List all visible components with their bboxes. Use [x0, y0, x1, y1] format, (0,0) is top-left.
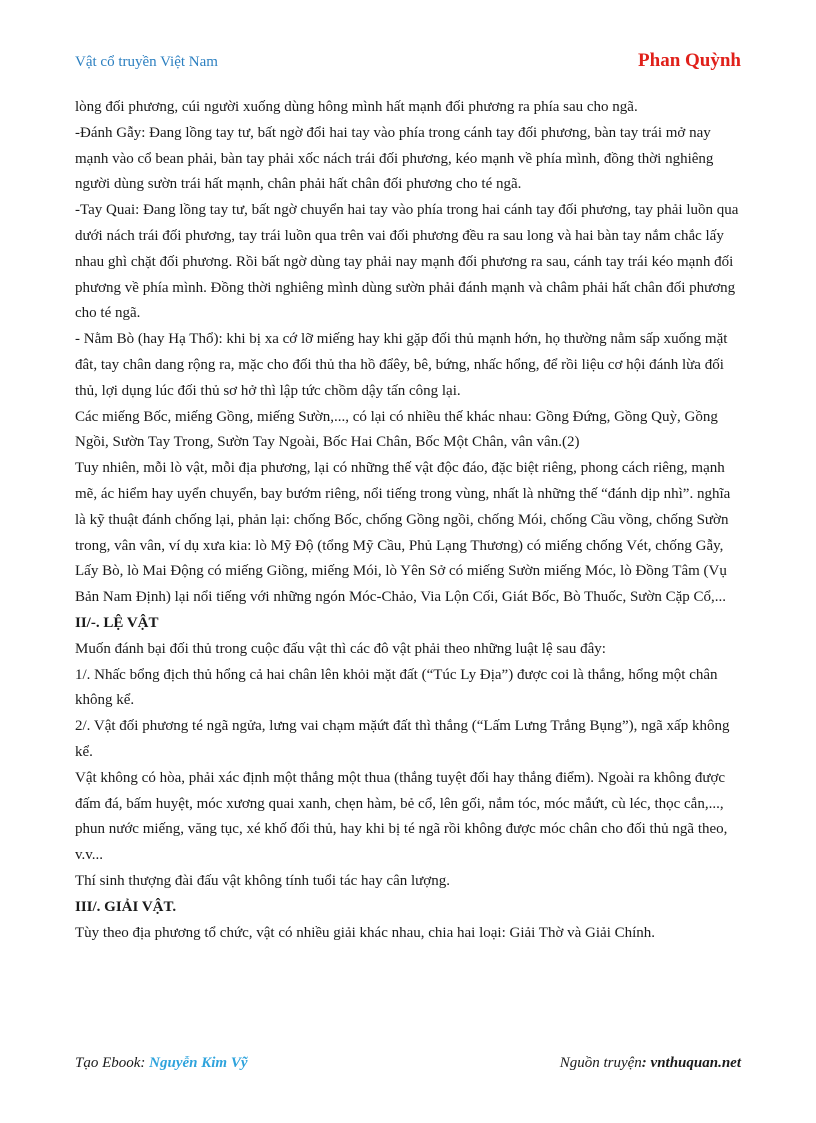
ebook-credit: [75, 1055, 248, 1072]
source-site-name: vnthuquan.net: [650, 1055, 741, 1071]
page-header: [75, 50, 741, 74]
body-paragraph: 2/. Vật đối phương té ngã ngửa, lưng vai chạm mặứt đất thì thắng (“Lấm Lưng Trắng Bụng”), ngã xấp không kể.: [75, 718, 730, 760]
source-credit-label: Nguồn truyện: [559, 1055, 642, 1071]
body-paragraph: Tùy theo địa phương tổ chức, vật có nhiều giải khác nhau, chia hai loại: Giải Thờ và Giải Chính.: [75, 924, 656, 941]
body-paragraph: Muốn đánh bại đối thủ trong cuộc đấu vật thì các đô vật phải theo những luật lệ sau đây:: [75, 640, 606, 657]
ebook-creator-name: Nguyễn Kim Vỹ: [149, 1055, 248, 1071]
body-paragraph: -Tay Quai: Đang lồng tay tư, bất ngờ chuyển hai tay vào phía trong hai cánh tay đối phương, tay phải luồn qua dưới nách trái đối phương, tay trái luồn qua trên vai đối phương đều ra sau long và hai bàn tay nắm chắc lấy nhau ghì chặt đối phương. Rồi bất ngờ dùng tay phải nay mạnh đối phương ra sau, cánh tay trái kéo mạnh đối phương về phía mình. Đồng thời nghiêng mình dùng sườn phải đánh mạnh và châm phải hất chân đối phương cho té ngã.: [75, 202, 739, 322]
section-heading: III/. GIẢI VẬT.: [75, 898, 177, 915]
body-paragraph: Vật không có hòa, phải xác định một thắng một thua (thắng tuyệt đối hay thắng điểm). Ngoài ra không được đấm đá, bấm huyệt, móc xương quai xanh, chẹn hàm, bẻ cổ, lên gối, nắm tóc, móc mắứt, cù léc, thọc cắn,..., phun nước miếng, văng tục, xé khố đối thủ, hay khi bị té ngã rồi không được móc chân cho đối thủ ngã theo, v.v...: [75, 769, 728, 864]
ebook-credit-separator: :: [140, 1055, 150, 1071]
page-body: [75, 95, 743, 946]
body-paragraph: Thí sinh thượng đài đấu vật không tính tuổi tác hay cân lượng.: [75, 872, 450, 889]
page-footer: [75, 1055, 741, 1077]
body-paragraph: -Đánh Gẫy: Đang lồng tay tư, bất ngờ đổi hai tay vào phía trong cánh tay đối phương, bàn tay trái mở nay mạnh vào cổ bean phải, bàn tay phải xốc nách trái đối phương, kéo mạnh về phía mình, đồng thời nghiêng người dùng sườn trái hất mạnh, chân phải hất chân đối phương cho té ngã.: [75, 124, 714, 193]
author-name: Phan Quỳnh: [638, 50, 741, 71]
ebook-credit-label: Tạo Ebook: [75, 1055, 141, 1071]
body-paragraph: Tuy nhiên, mỗi lò vật, mỗi địa phương, lại có những thế vật độc đáo, đặc biệt riêng, phong cách riêng, mạnh mẽ, ác hiểm hay uyển chuyển, bay bướm riêng, nổi tiếng trong vùng, nhất là những thế “đánh dịp nhì”. nghĩa là kỹ thuật đánh chống lại, phản lại: chống Bốc, chống Gồng ngồi, chống Mói, chống Cầu vồng, chống Sườn trong, vân vân, ví dụ xưa kia: lò Mỹ Độ (tổng Mỹ Cầu, Phủ Lạng Thương) có miếng chống Vét, chống Gẫy, Lấy Bò, lò Mai Động có miếng Giồng, miếng Mói, lò Yên Sở có miếng Sườn miếng Móc, lò Đồng Tâm (Vụ Bản Nam Định) lại nổi tiếng với những ngón Móc-Chảo, Via Lộn Cối, Giát Bốc, Bò Thuốc, Sườn Cặp Cổ,...: [75, 460, 731, 606]
body-paragraph: 1/. Nhấc bổng địch thủ hổng cả hai chân lên khỏi mặt đất (“Túc Ly Địa”) được coi là thắng, hổng một chân không kể.: [75, 666, 718, 709]
source-credit-separator: :: [641, 1055, 651, 1071]
body-paragraph: Các miếng Bốc, miếng Gồng, miếng Sườn,..., có lại có nhiều thế khác nhau: Gồng Đứng, Gồng Quỳ, Gồng Ngồi, Sườn Tay Trong, Sườn Tay Ngoài, Bốc Hai Chân, Bốc Một Chân, vân vân.(2): [75, 408, 718, 451]
section-heading: II/-. LỆ VẬT: [75, 614, 159, 631]
source-credit: [560, 1055, 741, 1072]
book-title: Vật cổ truyền Việt Nam: [75, 54, 218, 70]
body-paragraph: lòng đối phương, cúi người xuống dùng hông mình hất mạnh đối phương ra phía sau cho ngã.: [75, 99, 638, 115]
body-paragraph: - Nằm Bò (hay Hạ Thổ): khi bị xa cớ lỡ miếng hay khi gặp đối thủ mạnh hớn, họ thường nằm sấp xuống mặt đât, tay chân dang rộng ra, mặc cho đối thủ tha hồ đẩêy, bê, bứng, nhấc hổng, để rồi liệu cơ hội đánh lừa đối thủ, lợi dụng lúc đối thủ sơ hở thì lập tức chồm dậy tấn công lại.: [75, 331, 728, 399]
